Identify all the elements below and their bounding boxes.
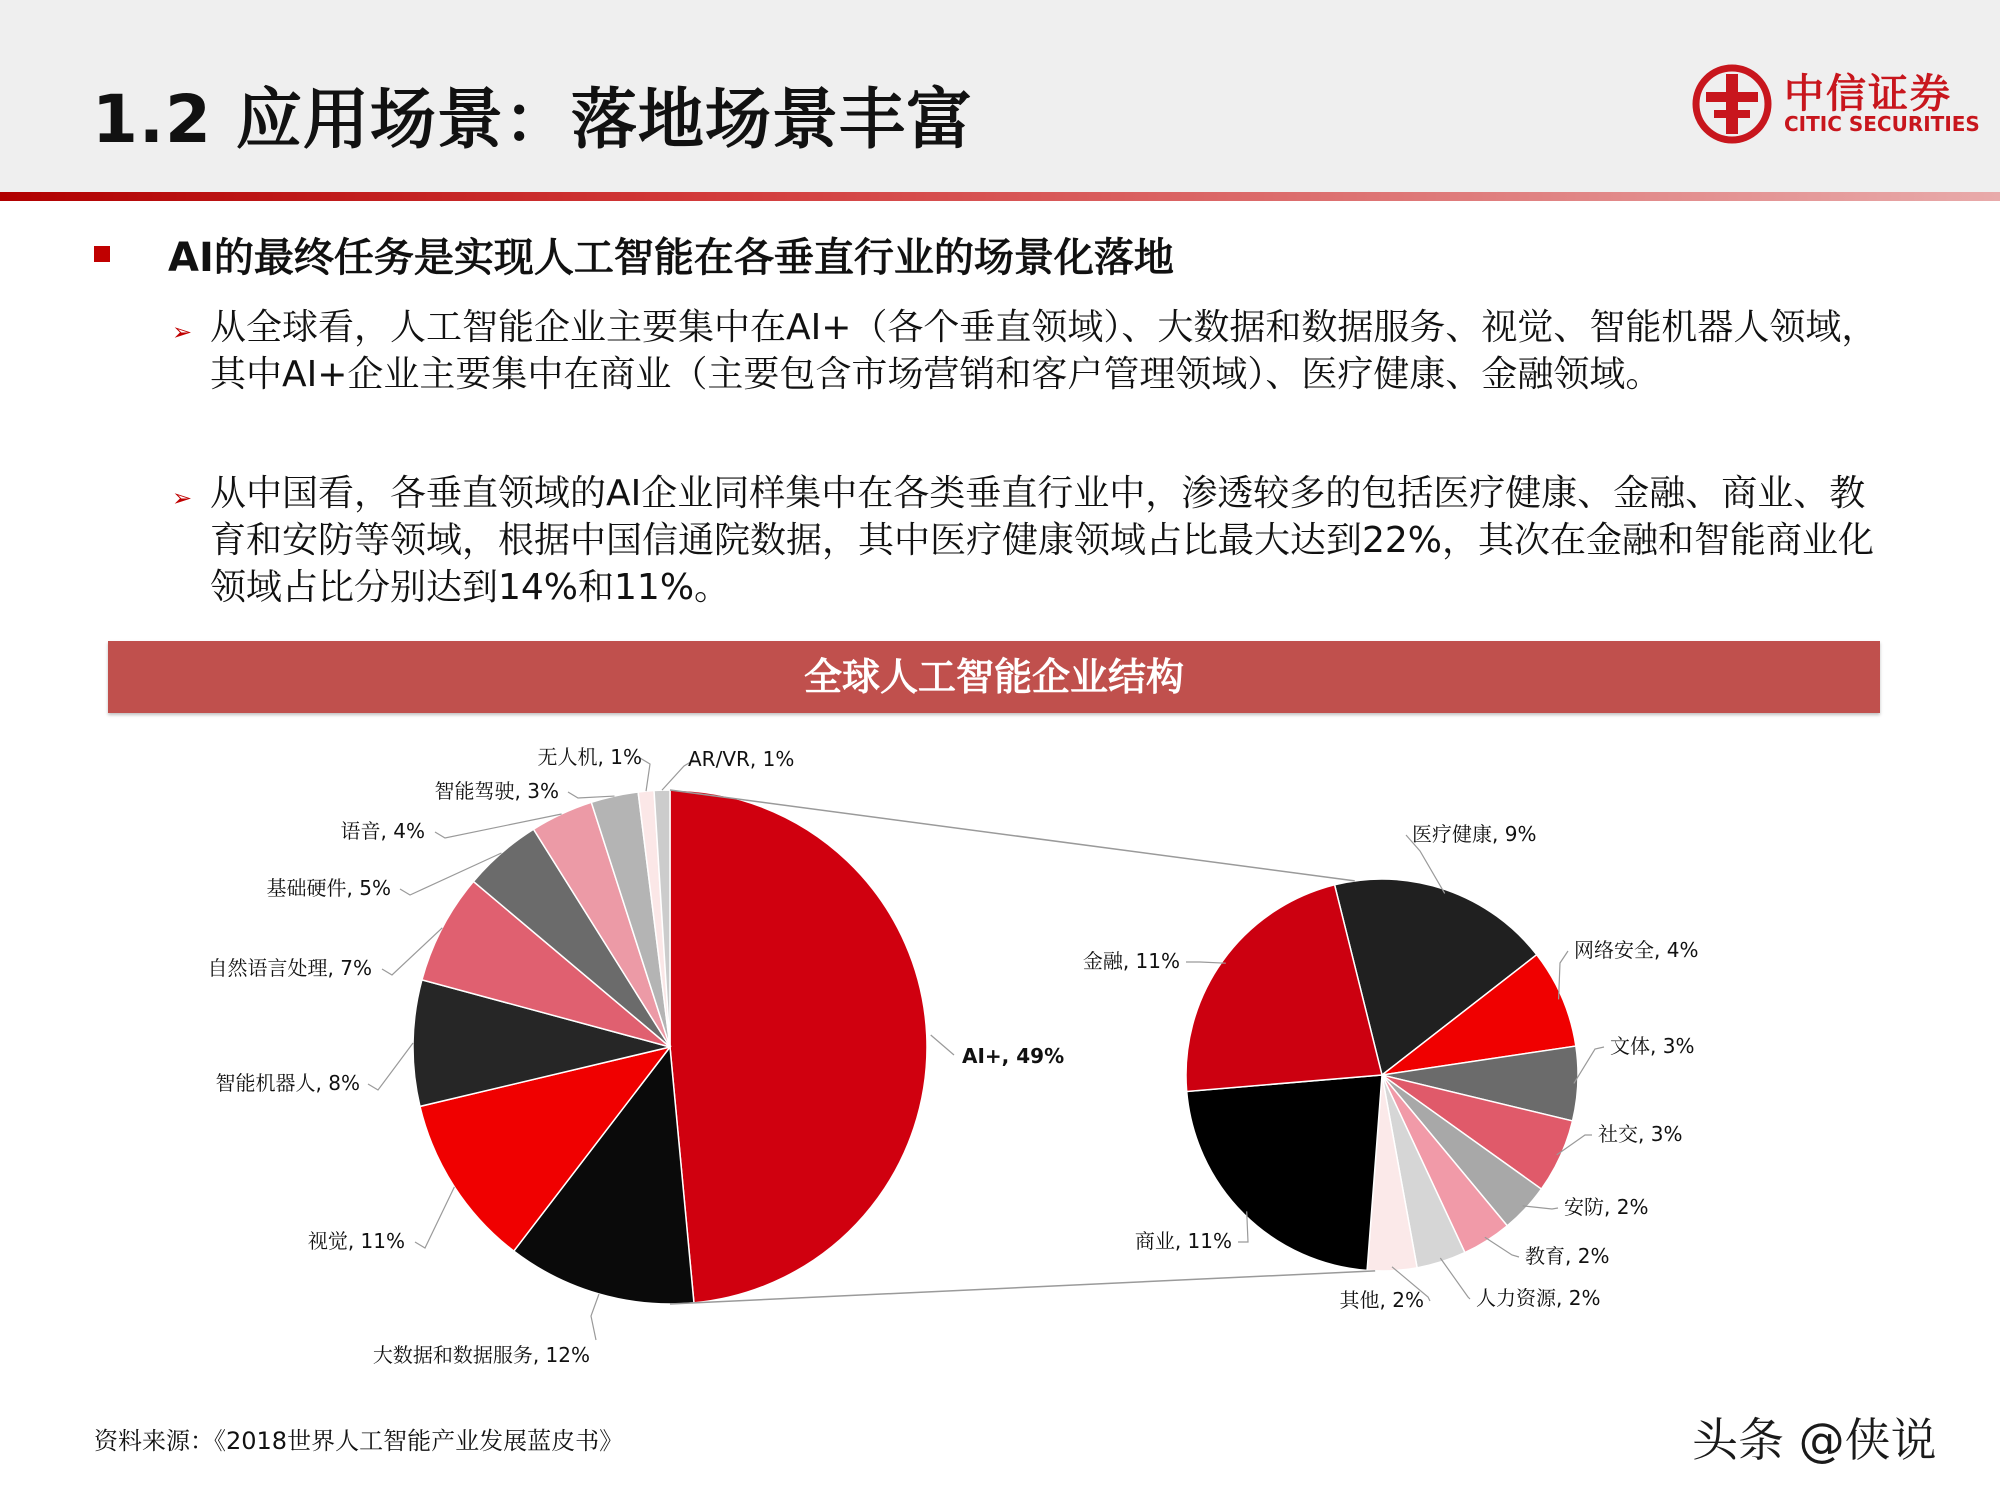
logo-text-cn: 中信证券 <box>1784 71 1952 117</box>
pie-label: 语音, 4% <box>340 819 425 843</box>
leader-line <box>1523 1206 1558 1209</box>
pie-label: 智能机器人, 8% <box>215 1071 360 1095</box>
sub-point-china: 从中国看，各垂直领域的AI企业同样集中在各类垂直行业中，渗透较多的包括医疗健康、金融、商业、教育和安防等领域，根据中国信通院数据，其中医疗健康领域占比最大达到22%，其次在金融和智能商业化领域占比分别达到14%和11%。 <box>210 473 1875 608</box>
leader-line <box>368 1043 413 1090</box>
citic-logo <box>1692 64 1980 144</box>
pie-label: 教育, 2% <box>1525 1244 1610 1268</box>
pie-label: 大数据和数据服务, 12% <box>372 1343 590 1367</box>
leader-line <box>415 1187 454 1248</box>
arrow-bullet-icon: ➢ <box>172 318 193 346</box>
pie-label: 视觉, 11% <box>307 1229 405 1253</box>
pie-label: 基础硬件, 5% <box>266 876 391 900</box>
pie-slice <box>670 790 927 1303</box>
citic-emblem-icon <box>1692 64 1776 144</box>
arrow-bullet-icon: ➢ <box>172 484 193 512</box>
pie-label: 文体, 3% <box>1610 1034 1695 1058</box>
leader-line <box>591 1294 599 1340</box>
leader-line <box>1485 1237 1519 1257</box>
pie-label: 医疗健康, 9% <box>1412 822 1537 846</box>
header-divider <box>0 192 2000 201</box>
pie-chart-area <box>0 715 2000 1420</box>
bullet-square-icon <box>94 246 110 262</box>
pie-label: 安防, 2% <box>1564 1195 1649 1219</box>
pie-label: 无人机, 1% <box>537 745 642 769</box>
pie-label: 社交, 3% <box>1598 1122 1683 1146</box>
page-title: 1.2 应用场景：落地场景丰富 <box>92 81 973 158</box>
chart-banner: 全球人工智能企业结构 <box>108 641 1880 713</box>
pie-label: 自然语言处理, 7% <box>207 956 372 980</box>
leader-line <box>1440 1258 1470 1299</box>
source-note: 资料来源：《2018世界人工智能产业发展蓝皮书》 <box>94 1427 624 1455</box>
leader-line <box>1238 1211 1248 1242</box>
pie-label: 商业, 11% <box>1134 1229 1232 1253</box>
pie-label: 智能驾驶, 3% <box>434 779 559 803</box>
pie-label: 金融, 11% <box>1082 949 1180 973</box>
pie-label: 网络安全, 4% <box>1574 938 1699 962</box>
leader-line <box>931 1035 954 1055</box>
logo-text-en: CITIC SECURITIES <box>1784 112 1980 136</box>
pie-label: AR/VR, 1% <box>688 747 795 771</box>
watermark: 头条 @侠说 <box>1692 1413 1937 1467</box>
leader-line <box>1186 962 1226 963</box>
pie-label: 其他, 2% <box>1339 1288 1424 1312</box>
main-point: AI的最终任务是实现人工智能在各垂直行业的场景化落地 <box>168 235 1174 281</box>
pie-label: 人力资源, 2% <box>1476 1286 1601 1310</box>
pie-label: AI+, 49% <box>962 1044 1065 1068</box>
sub-point-global: 从全球看，人工智能企业主要集中在AI+（各个垂直领域）、大数据和数据服务、视觉、智能机器人领域，其中AI+企业主要集中在商业（主要包含市场营销和客户管理领域）、医疗健康、金融领域。 <box>210 307 1878 395</box>
